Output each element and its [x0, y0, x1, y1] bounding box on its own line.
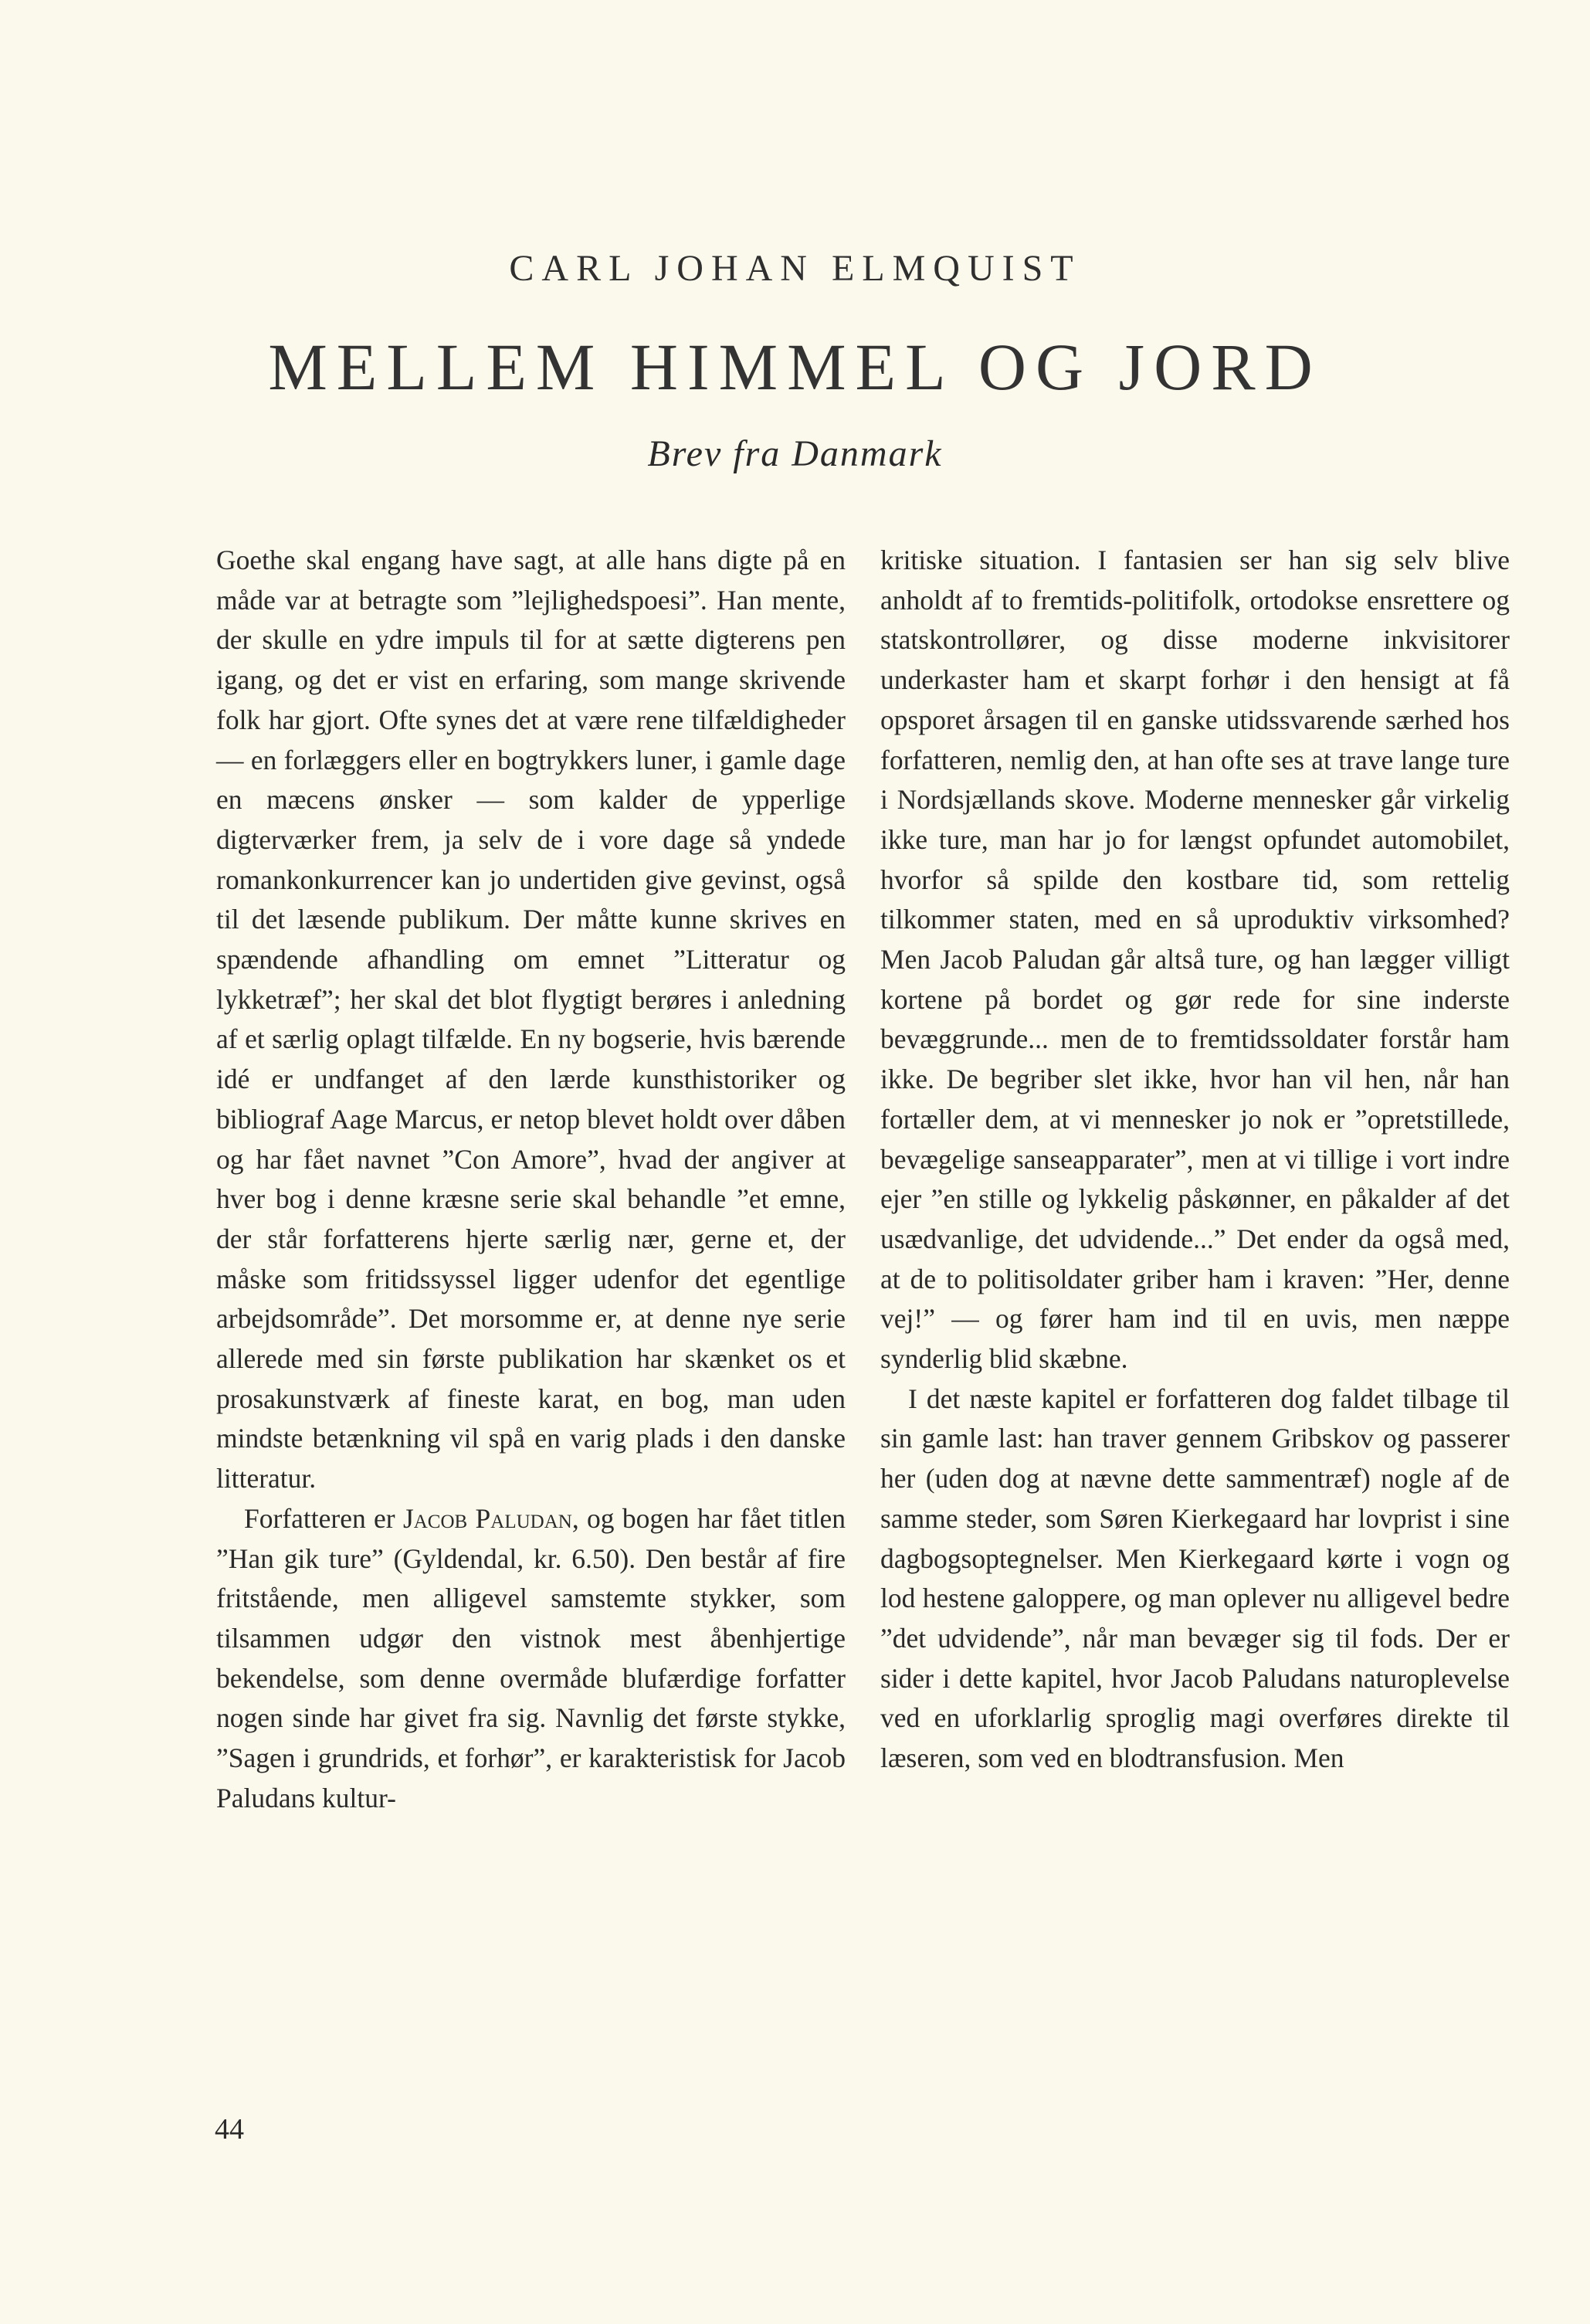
right-column [880, 541, 1510, 1779]
left-column [216, 541, 846, 1819]
paragraph-text: Forfatteren er [244, 1502, 395, 1534]
paragraph: I det næste kapitel er forfatteren dog faldet tilbage til sin gamle last: han traver gennem Gribskov og passerer her (uden dog at nævne dette sammentræf) nogle af de samme steder, som Søren Kierkegaard har lovprist i sine dagbogsoptegnelser. Men Kierkegaard kørte i vogn og lod hestene galoppere, og man oplever nu alligevel bedre ”det udvidende”, når man bevæger sig til fods. Der er sider i dette kapitel, hvor Jacob Paludans naturoplevelse ved en uforklarlig sproglig magi overføres direkte til læseren, som ved en blodtransfusion. Men [880, 1383, 1510, 1774]
article-title: MELLEM HIMMEL OG JORD [268, 330, 1322, 404]
paragraph [216, 1499, 846, 1819]
article-author: CARL JOHAN ELMQUIST [509, 248, 1081, 289]
article-subtitle: Brev fra Danmark [647, 433, 943, 474]
author-name-smallcaps: Jacob Paludan [402, 1502, 572, 1534]
paragraph: kritiske situation. I fantasien ser han sig selv blive anholdt af to fremtids-politifolk, ortodokse ensrettere og statskontrollører, og disse moderne inkvisitorer underkaster ham et skarpt forhør i den hensigt at få opsporet årsagen til en ganske utidssvarende særhed hos forfatteren, nemlig den, at han ofte ses at trave lange ture i Nordsjællands skove. Moderne mennesker går virkelig ikke ture, man har jo for længst opfundet automobilet, hvorfor så spilde den kostbare tid, som rettelig tilkommer staten, med en så uproduktiv virksomhed? Men Jacob Paludan går altså ture, og han lægger villigt kortene på bordet og gør rede for sine inderste bevæggrunde... men de to fremtidssoldater forstår ham ikke. De begriber slet ikke, hvor han vil hen, når han fortæller dem, at vi mennesker jo nok er ”opretstillede, bevægelige sanseapparater”, men at vi tillige i vort indre ejer ”en stille og lykkelig påskønner, en påkalder af det usædvanlige, det udvidende...” Det ender da også med, at de to politisoldater griber ham i kraven: ”Her, denne vej!” — og fører ham ind til en uvis, men næppe synderlig blid skæbne. [880, 545, 1510, 1375]
page-number: 44 [215, 2113, 244, 2146]
paragraph-text: , og bogen har fået titlen ”Han gik ture” (Gyldendal, kr. 6.50). Den består af fire fritstående, men alligevel samstemte stykker, som tilsammen udgør den vistnok mest åbenhjertige bekendelse, som denne overmåde blufærdige forfatter nogen sinde har givet fra sig. Navnlig det første stykke, ”Sagen i grundrids, et forhør”, er karakteristisk for Jacob Paludans kultur- [216, 1502, 846, 1813]
paragraph: Goethe skal engang have sagt, at alle hans digte på en måde var at betragte som ”lejlighedspoesi”. Han mente, der skulle en ydre impuls til for at sætte digterens pen igang, og det er vist en erfaring, som mange skrivende folk har gjort. Ofte synes det at være rene tilfældigheder — en forlæggers eller en bogtrykkers luner, i gamle dage en mæcens ønsker — som kalder de ypperlige digterværker frem, ja selv de i vore dage så yndede romankonkurrencer kan jo undertiden give gevinst, også til det læsende publikum. Der måtte kunne skrives en spændende afhandling om emnet ”Litteratur og lykketræf”; her skal det blot flygtigt berøres i anledning af et særlig oplagt tilfælde. En ny bogserie, hvis bærende idé er undfanget af den lærde kunsthistoriker og bibliograf Aage Marcus, er netop blevet holdt over dåben og har fået navnet ”Con Amore”, hvad der angiver at hver bog i denne kræsne serie skal behandle ”et emne, der står forfatterens hjerte særlig nær, gerne et, der måske som fritidssyssel ligger udenfor det egentlige arbejdsområde”. Det morsomme er, at denne nye serie allerede med sin første publikation har skænket os et prosakunstværk af fineste karat, en bog, man uden mindste betænkning vil spå en varig plads i den danske litteratur. [216, 545, 846, 1494]
